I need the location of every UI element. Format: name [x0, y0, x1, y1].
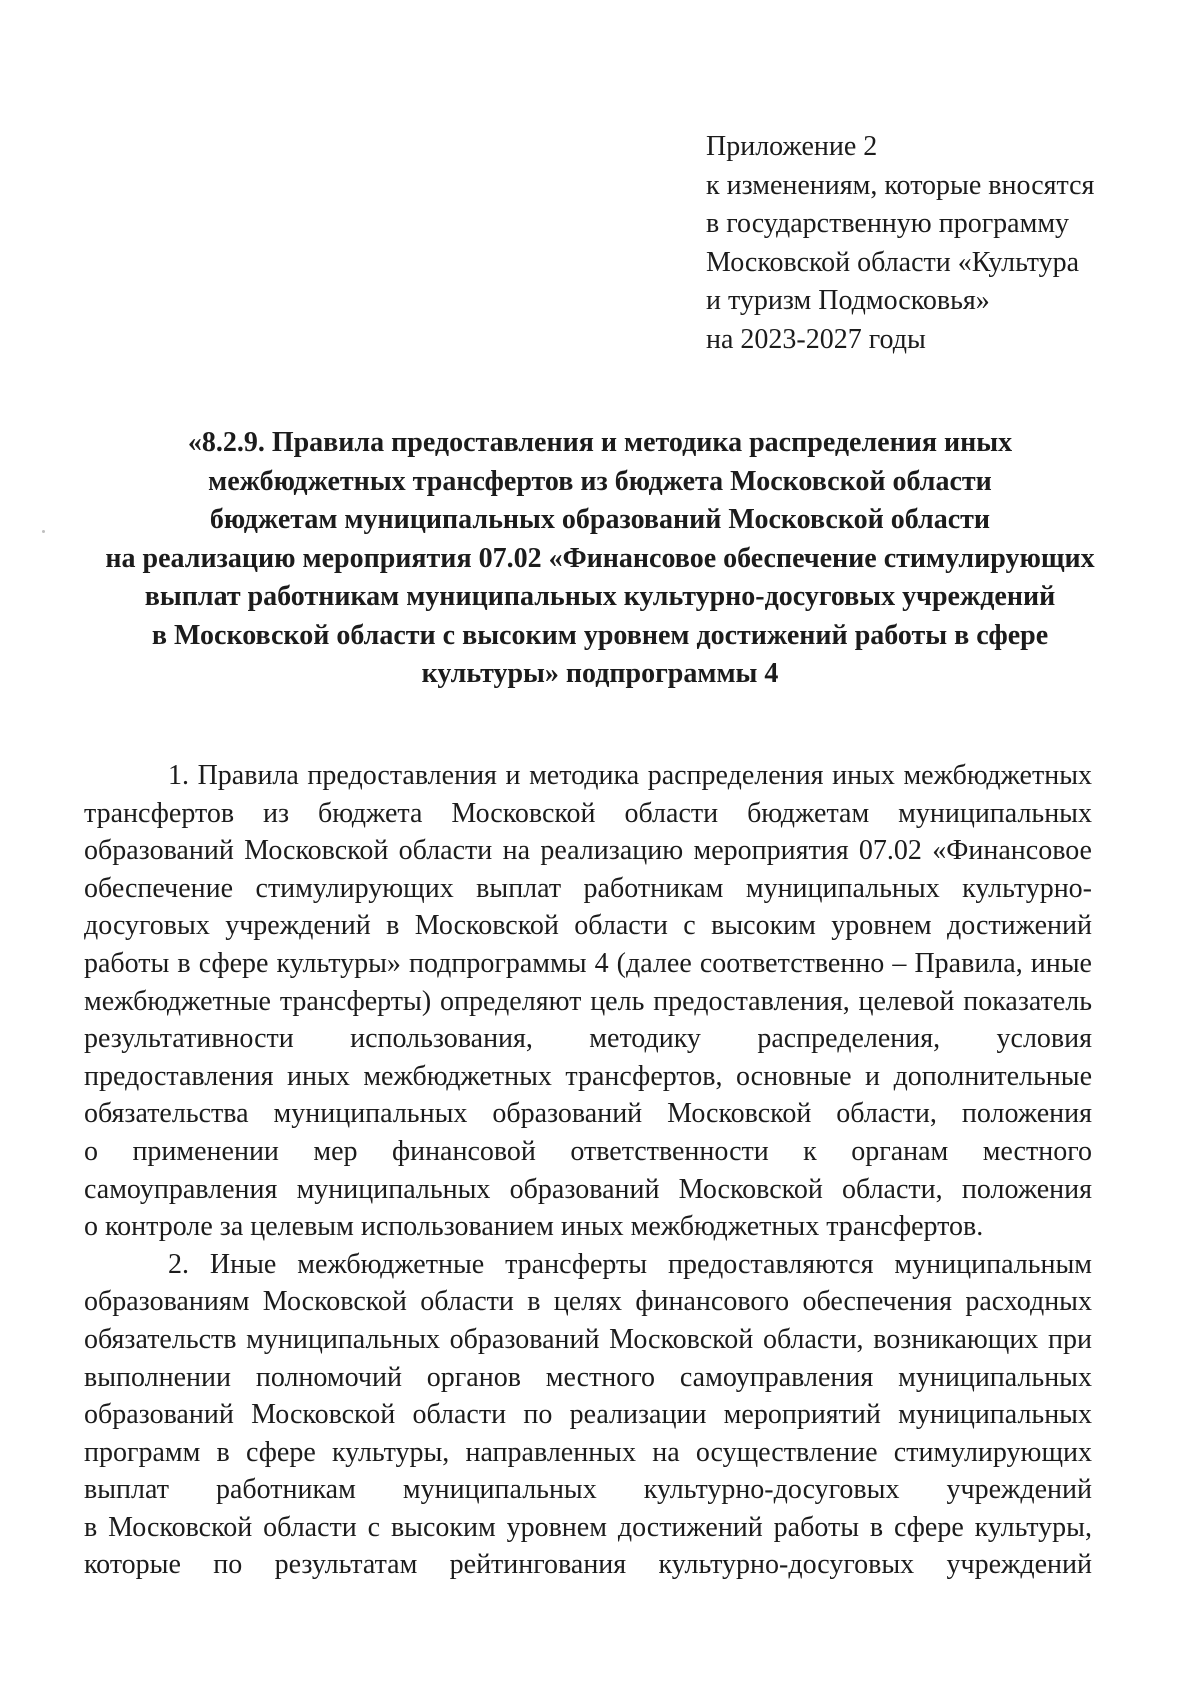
appendix-line: на 2023-2027 годы: [706, 323, 926, 355]
appendix-line: к изменениям, которые вносятся: [706, 169, 1095, 201]
paragraph-line: работы в сфере культуры» подпрограммы 4 (далее соответственно – Правила, иные: [84, 947, 1092, 979]
appendix-line: и туризм Подмосковья»: [706, 285, 990, 317]
paragraph-line: выполнении полномочий органов местного самоуправления муниципальных: [84, 1361, 1092, 1393]
heading-line: бюджетам муниципальных образований Московской области: [209, 504, 991, 535]
paragraph-line: трансфертов из бюджета Московской области бюджетам муниципальных: [84, 797, 1092, 829]
paragraph-line: межбюджетные трансферты) определяют цель предоставления, целевой показатель: [84, 985, 1092, 1017]
appendix-line: Московской области «Культура: [706, 246, 1080, 278]
paragraph-2: [84, 1246, 1092, 1584]
paragraph-line: образований Московской области по реализации мероприятий муниципальных: [84, 1399, 1092, 1431]
paragraph-line: о контроле за целевым использованием иных межбюджетных трансфертов.: [84, 1211, 984, 1243]
appendix-block: [706, 128, 1126, 360]
paragraph-line: о применении мер финансовой ответственности к органам местного: [84, 1135, 1092, 1167]
paragraph-line: 2. Иные межбюджетные трансферты предоставляются муниципальным: [168, 1248, 1092, 1280]
paragraph-line: которые по результатам рейтингования культурно-досуговых учреждений: [84, 1549, 1092, 1581]
scan-speck: [42, 530, 45, 533]
paragraph-line: обязательств муниципальных образований Московской области, возникающих при: [84, 1323, 1092, 1355]
paragraph-line: обязательства муниципальных образований Московской области, положения: [84, 1098, 1092, 1130]
paragraph-line: самоуправления муниципальных образований Московской области, положения: [84, 1173, 1092, 1205]
heading-line: культуры» подпрограммы 4: [421, 658, 779, 689]
heading-line: выплат работникам муниципальных культурно-досуговых учреждений: [144, 581, 1056, 612]
paragraph-line: 1. Правила предоставления и методика распределения иных межбюджетных: [168, 760, 1092, 791]
paragraph-line: программ в сфере культуры, направленных на осуществление стимулирующих: [84, 1436, 1092, 1468]
section-heading: [60, 424, 1140, 694]
heading-line: «8.2.9. Правила предоставления и методика распределения иных: [187, 427, 1013, 458]
paragraph-line: в Московской области с высоким уровнем достижений работы в сфере культуры,: [84, 1511, 1092, 1543]
paragraph-line: выплат работникам муниципальных культурно-досуговых учреждений: [84, 1474, 1092, 1506]
appendix-line: Приложение 2: [706, 131, 878, 162]
paragraph-line: досуговых учреждений в Московской области с высоким уровнем достижений: [84, 910, 1092, 942]
paragraph-line: обеспечение стимулирующих выплат работникам муниципальных культурно-: [84, 872, 1092, 904]
heading-line: в Московской области с высоким уровнем достижений работы в сфере: [151, 619, 1049, 651]
heading-line: на реализацию мероприятия 07.02 «Финансовое обеспечение стимулирующих: [105, 542, 1095, 574]
paragraph-line: результативности использования, методику распределения, условия: [84, 1023, 1092, 1055]
appendix-line: в государственную программу: [706, 208, 1070, 240]
paragraph-1: [84, 757, 1092, 1246]
paragraph-line: образований Московской области на реализацию мероприятия 07.02 «Финансовое: [84, 835, 1092, 867]
heading-line: межбюджетных трансфертов из бюджета Московской области: [208, 465, 992, 497]
paragraph-line: предоставления иных межбюджетных трансфертов, основные и дополнительные: [84, 1060, 1092, 1092]
body-text: [84, 757, 1092, 1584]
paragraph-line: образованиям Московской области в целях финансового обеспечения расходных: [84, 1286, 1092, 1318]
